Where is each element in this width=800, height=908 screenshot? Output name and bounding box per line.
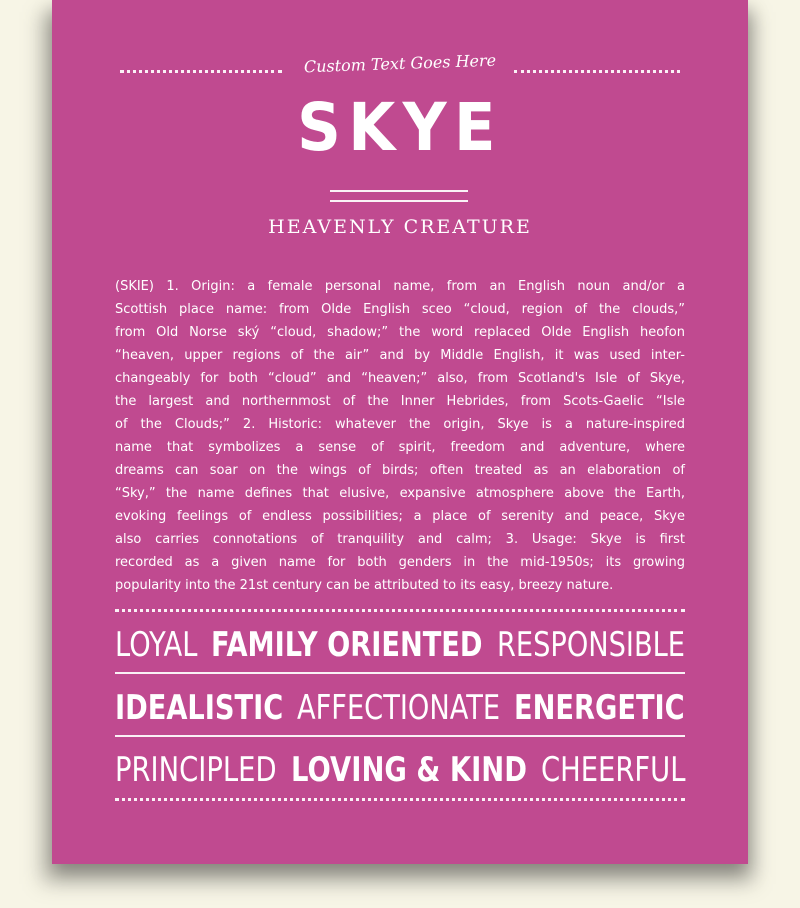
trait-responsible: RESPONSIBLE bbox=[496, 625, 685, 665]
custom-text: Custom Text Goes Here bbox=[303, 50, 497, 77]
dotted-divider-top-right bbox=[514, 70, 680, 73]
traits-divider-2 bbox=[115, 735, 685, 737]
dotted-divider-bottom bbox=[115, 798, 685, 801]
definition-line: changeably for both “cloud” and “heaven;” also, from Scotland's Isle of Skye, bbox=[115, 371, 685, 386]
definition-line: name that symbolizes a sense of spirit, freedom and adventure, where bbox=[115, 440, 685, 455]
divider-line-lower bbox=[330, 200, 468, 202]
traits-row-1 bbox=[115, 623, 685, 667]
name-definition bbox=[115, 275, 685, 597]
trait-loyal: LOYAL bbox=[115, 625, 198, 665]
trait-loving-and-kind: LOVING & KIND bbox=[290, 750, 527, 790]
definition-line: popularity into the 21st century can be attributed to its easy, breezy nature. bbox=[115, 578, 614, 593]
trait-idealistic: IDEALISTIC bbox=[115, 688, 284, 728]
name-print bbox=[52, 0, 748, 864]
traits-row-3 bbox=[115, 748, 685, 792]
traits-row-2 bbox=[115, 686, 685, 730]
definition-line: “heaven, upper regions of the air” and by Middle English, it was used inter- bbox=[115, 348, 685, 363]
name-heading: SKYE bbox=[297, 89, 503, 166]
definition-line: recorded as a given name for both genders in the mid-1950s; its growing bbox=[115, 555, 685, 570]
definition-line: Scottish place name: from Olde English sceo “cloud, region of the clouds,” bbox=[115, 302, 685, 317]
divider-line-upper bbox=[330, 190, 468, 192]
trait-family-oriented: FAMILY ORIENTED bbox=[211, 625, 483, 665]
trait-affectionate: AFFECTIONATE bbox=[297, 688, 501, 728]
traits-divider-1 bbox=[115, 672, 685, 674]
definition-line: of the Clouds;” 2. Historic: whatever the origin, Skye is a nature-inspired bbox=[115, 417, 685, 432]
definition-line: (SKIE) 1. Origin: a female personal name, from an English noun and/or a bbox=[115, 279, 685, 294]
name-meaning: HEAVENLY CREATURE bbox=[268, 216, 532, 238]
trait-cheerful: CHEERFUL bbox=[540, 750, 685, 790]
dotted-divider-middle bbox=[115, 609, 685, 612]
definition-line: also carries connotations of tranquility and calm; 3. Usage: Skye is first bbox=[115, 532, 685, 547]
definition-line: evoking feelings of endless possibilities; a place of serenity and peace, Skye bbox=[115, 509, 685, 524]
trait-principled: PRINCIPLED bbox=[115, 750, 277, 790]
definition-line: dreams can soar on the wings of birds; often treated as an elaboration of bbox=[115, 463, 685, 478]
definition-line: from Old Norse ský “cloud, shadow;” the word replaced Olde English heofon bbox=[115, 325, 685, 340]
trait-energetic: ENERGETIC bbox=[514, 688, 685, 728]
definition-line: the largest and northernmost of the Inner Hebrides, from Scots-Gaelic “Isle bbox=[115, 394, 685, 409]
definition-line: “Sky,” the name defines that elusive, expansive atmosphere above the Earth, bbox=[115, 486, 685, 501]
